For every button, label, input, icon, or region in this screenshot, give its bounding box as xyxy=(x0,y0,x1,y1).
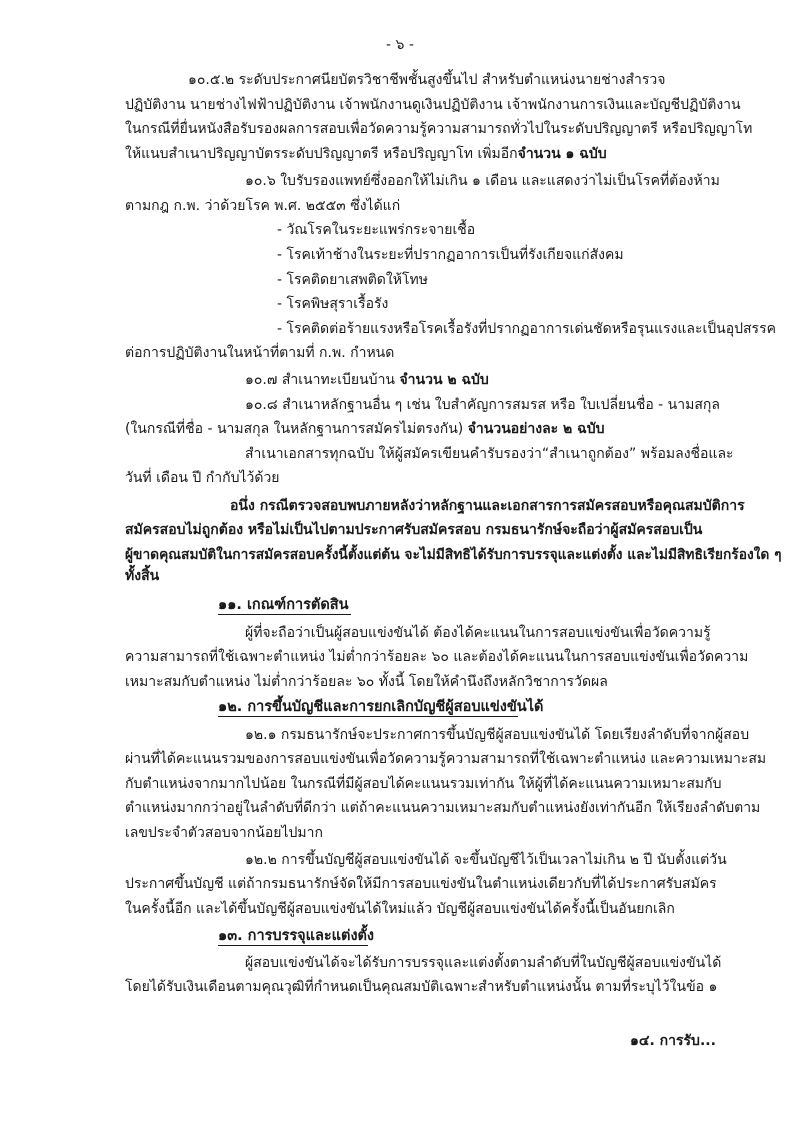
s13-line1: ผู้สอบแข่งขันได้จะได้รับการบรรจุและแต่งตั้งตามลำดับที่ในบัญชีผู้สอบแข่งขันได้ xyxy=(245,955,722,971)
notice-line1: อนึ่ง กรณีตรวจสอบพบภายหลังว่าหลักฐานและเอกสารการสมัครสอบหรือคุณสมบัติการ xyxy=(230,498,745,514)
notice-line4: ทั้งสิ้น xyxy=(125,568,160,584)
section-13-underline xyxy=(218,945,368,946)
s12-2-line2: ประกาศขึ้นบัญชี แต่ถ้ากรมธนารักษ์จัดให้มีการสอบแข่งขันในตำแหน่งเดียวกับที่ได้ประกาศรับสมัคร xyxy=(125,876,717,892)
disease-item: - วัณโรคในระยะแพร่กระจายเชื้อ xyxy=(277,222,476,238)
s12-1-line5: เลขประจำตัวสอบจากน้อยไปมาก xyxy=(125,825,323,841)
section-11-underline xyxy=(218,614,351,615)
s10-5-2-line2: ปฏิบัติงาน นายช่างไฟฟ้าปฏิบัติงาน เจ้าพนักงานดูเงินปฏิบัติงาน เจ้าพนักงานการเงินและบัญชีปฏิบัติงาน xyxy=(125,97,741,113)
s12-2-line1: ๑๒.๒ การขึ้นบัญชีผู้สอบแข่งขันได้ จะขึ้นบัญชีไว้เป็นเวลาไม่เกิน ๒ ปี นับตั้งแต่วัน xyxy=(245,852,727,868)
s10-8-copies: จำนวนอย่างละ ๒ ฉบับ xyxy=(467,421,605,437)
s10-5-2-line4 xyxy=(125,144,607,164)
disease-item-cont: ต่อการปฏิบัติงานในหน้าที่ตามที่ ก.พ. กำหนด xyxy=(125,345,395,361)
section-12-heading: ๑๒. การขึ้นบัญชีและการยกเลิกบัญชีผู้สอบแข่งขันได้ xyxy=(218,699,544,715)
disease-item: - โรคติดยาเสพติดให้โทษ xyxy=(277,272,428,288)
s10-5-2-copies: จำนวน ๑ ฉบับ xyxy=(517,146,607,162)
s13-line2: โดยได้รับเงินเดือนตามคุณวุฒิที่กำหนดเป็นคุณสมบัติเฉพาะสำหรับตำแหน่งนั้น ตามที่ระบุไว้ในข้อ ๑ xyxy=(125,979,718,995)
notice-line2: สมัครสอบไม่ถูกต้อง หรือไม่เป็นไปตามประกาศรับสมัครสอบ กรมธนารักษ์จะถือว่าผู้สมัครสอบเป็น xyxy=(125,522,703,538)
s12-1-line2: ผ่านที่ได้คะแนนรวมของการสอบแข่งขันเพื่อวัดความรู้ความสามารถที่ใช้เฉพาะตำแหน่ง และความเหมาะสม xyxy=(125,751,767,767)
s12-2-line3: ในครั้งนี้อีก และได้ขึ้นบัญชีผู้สอบแข่งขันได้ใหม่แล้ว บัญชีผู้สอบแข่งขันได้ครั้งนี้เป็นอันยกเลิก xyxy=(125,901,675,917)
s11-line2: ความสามารถที่ใช้เฉพาะตำแหน่ง ไม่ต่ำกว่าร้อยละ ๖๐ และต้องได้คะแนนในการสอบแข่งขันเพื่อวัดความ xyxy=(125,649,749,665)
disease-item: - โรคเท้าช้างในระยะที่ปรากฏอาการเป็นที่รังเกียจแก่สังคม xyxy=(277,247,624,263)
s12-1-line3: กับตำแหน่งจากมากไปน้อย ในกรณีที่มีผู้สอบได้คะแนนรวมเท่ากัน ให้ผู้ที่ได้คะแนนความเหมาะสมกับ xyxy=(125,776,722,792)
s10-6-line1: ๑๐.๖ ใบรับรองแพทย์ซึ่งออกให้ไม่เกิน ๑ เดือน และแสดงว่าไม่เป็นโรคที่ต้องห้าม xyxy=(245,173,720,189)
s10-8-text: (ในกรณีที่ชื่อ - นามสกุล ในหลักฐานการสมัครไม่ตรงกัน) xyxy=(125,421,464,437)
section-13-heading: ๑๓. การบรรจุและแต่งตั้ง xyxy=(218,928,375,944)
disease-item: - โรคพิษสุราเรื้อรัง xyxy=(277,296,389,312)
section-12-underline xyxy=(218,716,518,717)
copy-note-line1: สำเนาเอกสารทุกฉบับ ให้ผู้สมัครเขียนคำรับรองว่า“สำเนาถูกต้อง” พร้อมลงชื่อและ xyxy=(245,446,734,462)
s11-line1: ผู้ที่จะถือว่าเป็นผู้สอบแข่งขันได้ ต้องได้คะแนนในการสอบแข่งขันเพื่อวัดความรู้ xyxy=(245,625,711,641)
next-page-continuation: ๑๔. การรับ... xyxy=(630,1033,716,1049)
s10-8-line2 xyxy=(125,419,604,439)
s10-7-copies: จำนวน ๒ ฉบับ xyxy=(399,372,489,388)
section-11-heading: ๑๑. เกณฑ์การตัดสิน xyxy=(218,597,349,613)
s10-5-2-line4-text: ให้แนบสำเนาปริญญาบัตรระดับปริญญาตรี หรือปริญญาโท เพิ่มอีก xyxy=(125,146,518,162)
s10-7 xyxy=(245,370,489,390)
page-number: - ๖ - xyxy=(386,37,414,53)
s10-7-text: ๑๐.๗ สำเนาทะเบียนบ้าน xyxy=(245,372,395,388)
s10-5-2-line3: ในกรณีที่ยื่นหนังสือรับรองผลการสอบเพื่อวัดความรู้ความสามารถทั่วไปในระดับปริญญาตรี หรือปริญญาโท xyxy=(125,121,753,137)
copy-note-line2: วันที่ เดือน ปี กำกับไว้ด้วย xyxy=(125,470,280,486)
s12-1-line4: ตำแหน่งมากกว่าอยู่ในลำดับที่ดีกว่า แต่ถ้าคะแนนความเหมาะสมกับตำแหน่งยังเท่ากันอีก ให้เรียงลำดับตาม xyxy=(125,800,761,816)
disease-item: - โรคติดต่อร้ายแรงหรือโรคเรื้อรังที่ปรากฏอาการเด่นชัดหรือรุนแรงและเป็นอุปสรรค xyxy=(277,321,776,337)
s11-line3: เหมาะสมกับตำแหน่ง ไม่ต่ำกว่าร้อยละ ๖๐ ทั้งนี้ โดยให้คำนึงถึงหลักวิชาการวัดผล xyxy=(125,674,608,690)
notice-line3: ผู้ขาดคุณสมบัติในการสมัครสอบครั้งนี้ตั้งแต่ต้น จะไม่มีสิทธิได้รับการบรรจุและแต่งตั้ง และไม่มีสิทธิเรียกร้องใด ๆ xyxy=(125,547,782,563)
s10-6-line2: ตามกฎ ก.พ. ว่าด้วยโรค พ.ศ. ๒๕๕๓ ซึ่งได้แก่ xyxy=(125,198,401,214)
s10-8-line1: ๑๐.๘ สำเนาหลักฐานอื่น ๆ เช่น ใบสำคัญการสมรส หรือ ใบเปลี่ยนชื่อ - นามสกุล xyxy=(245,397,720,413)
s10-5-2-line1: ๑๐.๕.๒ ระดับประกาศนียบัตรวิชาชีพชั้นสูงขึ้นไป สำหรับตำแหน่งนายช่างสำรวจ xyxy=(188,72,666,88)
s12-1-line1: ๑๒.๑ กรมธนารักษ์จะประกาศการขึ้นบัญชีผู้สอบแข่งขันได้ โดยเรียงลำดับที่จากผู้สอบ xyxy=(245,727,750,743)
